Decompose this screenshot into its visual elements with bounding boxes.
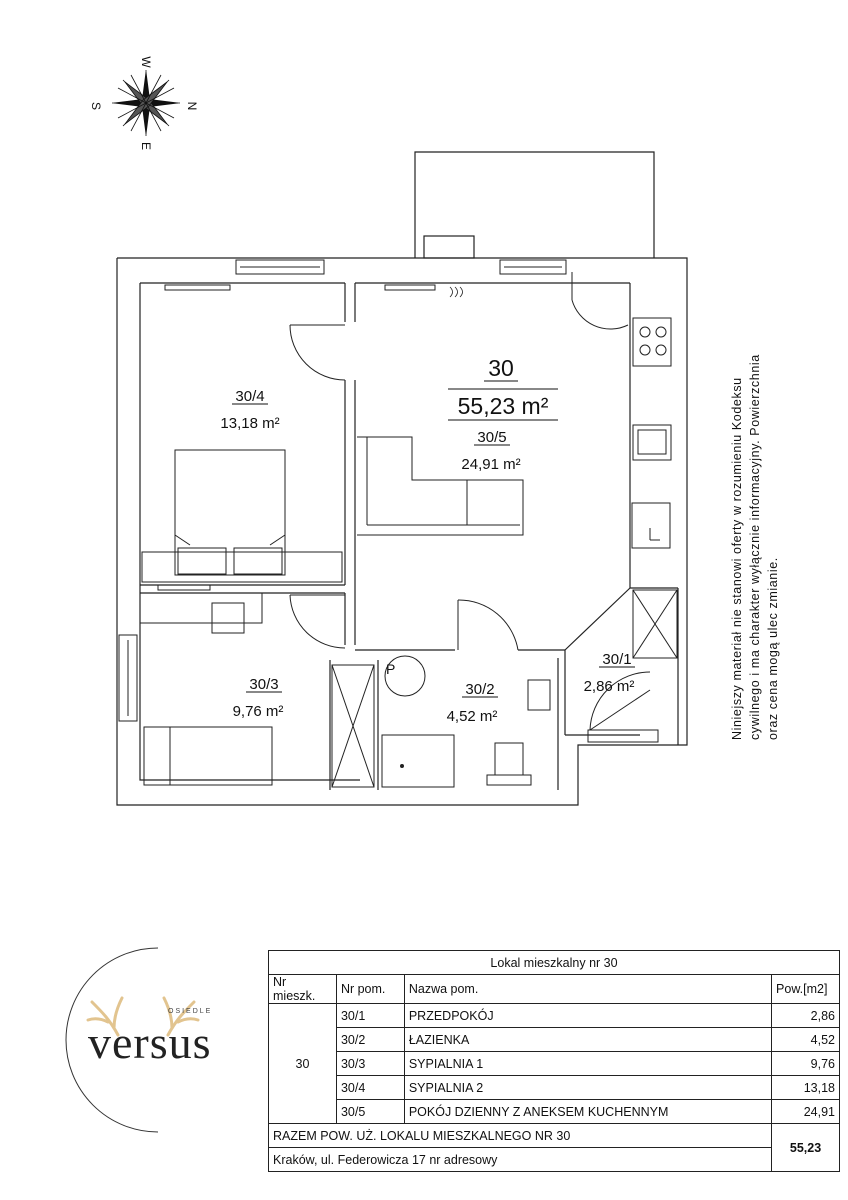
logo-subtitle: OSIEDLE [168, 1008, 213, 1015]
room-no-cell: 30/3 [336, 1052, 404, 1076]
header-apartment-no: Nr mieszk. [269, 975, 337, 1004]
table-title: Lokal mieszkalny nr 30 [269, 951, 840, 975]
table-row [269, 1028, 840, 1052]
room-name-cell: SYPIALNIA 1 [404, 1052, 771, 1076]
room-id-30-5: 30/5 [477, 429, 507, 446]
table-row [269, 1076, 840, 1100]
room-area-30-4: 13,18 m² [220, 415, 280, 432]
room-name-cell: PRZEDPOKÓJ [404, 1004, 771, 1028]
doors [290, 272, 650, 730]
kitchen-counter [632, 318, 671, 548]
balcony [415, 152, 654, 258]
room-area-cell: 24,91 [772, 1100, 840, 1124]
room-area-cell: 13,18 [772, 1076, 840, 1100]
area-table [268, 950, 840, 1172]
hallway-wardrobe [633, 590, 677, 658]
apartment-total-area: 55,23 m² [457, 393, 549, 419]
room-area-cell: 4,52 [772, 1028, 840, 1052]
room-no-cell: 30/4 [336, 1076, 404, 1100]
washing-machine-label: P [386, 661, 396, 677]
room-area-cell: 2,86 [772, 1004, 840, 1028]
room-area-cell: 9,76 [772, 1052, 840, 1076]
interior-walls [140, 283, 678, 790]
room-no-cell: 30/1 [336, 1004, 404, 1028]
room-area-30-2: 4,52 m² [446, 708, 498, 725]
header-area: Pow.[m2] [772, 975, 840, 1004]
total-value: 55,23 [772, 1124, 840, 1172]
table-row [269, 1100, 840, 1124]
table-row [269, 1052, 840, 1076]
room-id-30-2: 30/2 [465, 681, 495, 698]
address: Kraków, ul. Federowicza 17 nr adresowy [269, 1148, 772, 1172]
room-area-30-3: 9,76 m² [232, 703, 284, 720]
room-id-30-1: 30/1 [602, 651, 632, 668]
outer-walls [117, 258, 687, 805]
room-area-30-1: 2,86 m² [583, 678, 635, 695]
room-name-cell: SYPIALNIA 2 [404, 1076, 771, 1100]
room-id-30-4: 30/4 [235, 388, 265, 405]
disclaimer-text: Niniejszy materiał nie stanowi oferty w rozumieniu Kodeksu cywilnego i ma charakter wyłącznie informacyjny. Powierzchnia oraz cena mogą ulec zmianie. [730, 354, 780, 740]
header-room-name: Nazwa pom. [404, 975, 771, 1004]
table-row [269, 1004, 840, 1028]
compass-south-label: S [89, 101, 103, 111]
double-bed [142, 450, 342, 582]
compass-east-label: E [139, 141, 153, 151]
total-label: RAZEM POW. UŻ. LOKALU MIESZKALNEGO NR 30 [269, 1124, 772, 1148]
logo-wordmark: versus [88, 1017, 212, 1068]
corner-sofa [357, 437, 523, 535]
room-no-cell: 30/5 [336, 1100, 404, 1124]
apartment-number: 30 [488, 355, 514, 381]
room-name-cell: ŁAZIENKA [404, 1028, 771, 1052]
ceiling-vent-icon [450, 287, 463, 297]
room-area-30-5: 24,91 m² [461, 456, 521, 473]
apartment-no-cell: 30 [269, 1004, 337, 1124]
room-name-cell: POKÓJ DZIENNY Z ANEKSEM KUCHENNYM [404, 1100, 771, 1124]
room-no-cell: 30/2 [336, 1028, 404, 1052]
compass-west-label: W [139, 56, 153, 68]
table-header [269, 975, 840, 1004]
compass-north-label: N [185, 101, 199, 111]
compass-rose [112, 70, 180, 136]
header-room-no: Nr pom. [336, 975, 404, 1004]
room-id-30-3: 30/3 [249, 676, 279, 693]
